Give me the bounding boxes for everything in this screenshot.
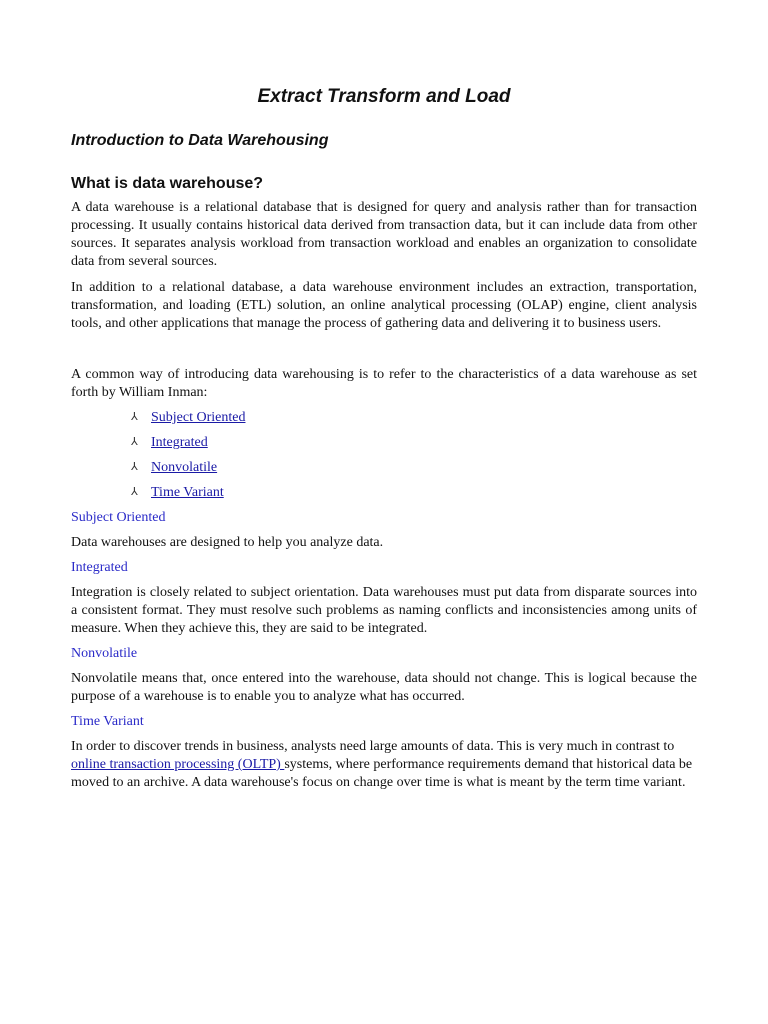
section-title: Introduction to Data Warehousing <box>71 132 329 149</box>
subheading-time-variant: Time Variant <box>71 714 144 729</box>
document-content <box>71 84 697 792</box>
time-variant-text-before: In order to discover trends in business, analysts need large amounts of data. This is very much in contrast to <box>71 739 675 754</box>
question-title: What is data warehouse? <box>71 175 264 192</box>
subheading-subject-oriented: Subject Oriented <box>71 510 166 525</box>
link-nonvolatile[interactable]: Nonvolatile <box>151 460 218 475</box>
list-item <box>131 409 697 434</box>
characteristics-list <box>71 409 697 509</box>
list-item <box>131 459 697 484</box>
bullet-icon: ⅄ <box>131 485 138 498</box>
bullet-icon: ⅄ <box>131 460 138 473</box>
intro-paragraph-2: In addition to a relational database, a data warehouse environment includes an extraction, transportation, transformation, and loading (ETL) solution, an online analytical processing (OLAP) engine, client analysis tools, and other applications that manage the process of gathering data and delivering it to business users. <box>71 280 697 331</box>
paragraph-time-variant <box>71 738 697 792</box>
paragraph-nonvolatile: Nonvolatile means that, once entered into the warehouse, data should not change. This is logical because the purpose of a warehouse is to enable you to analyze what has occurred. <box>71 671 697 704</box>
bullet-icon: ⅄ <box>131 410 138 423</box>
list-item <box>131 484 697 509</box>
subheading-integrated: Integrated <box>71 560 128 575</box>
intro-paragraph-1: A data warehouse is a relational database that is designed for query and analysis rather than for transaction processing. It usually contains historical data derived from transaction data, but it can include data from other sources. It separates analysis workload from transaction workload and enables an organization to consolidate data from several sources. <box>71 200 697 269</box>
document-title: Extract Transform and Load <box>257 86 511 107</box>
list-item <box>131 434 697 459</box>
link-oltp[interactable]: online transaction processing (OLTP) <box>71 757 285 772</box>
time-variant-text-after: systems, where performance requirements demand that historical data be moved to an archive. A data warehouse's focus on change over time is what is meant by the term time variant. <box>71 757 693 790</box>
link-time-variant[interactable]: Time Variant <box>151 485 224 500</box>
intro-paragraph-3: A common way of introducing data warehousing is to refer to the characteristics of a data warehouse as set forth by William Inman: <box>71 367 697 400</box>
subheading-nonvolatile: Nonvolatile <box>71 646 138 661</box>
link-integrated[interactable]: Integrated <box>151 435 208 450</box>
paragraph-integrated: Integration is closely related to subject orientation. Data warehouses must put data from disparate sources into a consistent format. They must resolve such problems as naming conflicts and inconsistencies among units of measure. When they achieve this, they are said to be integrated. <box>71 585 697 636</box>
link-subject-oriented[interactable]: Subject Oriented <box>151 410 246 425</box>
paragraph-subject-oriented: Data warehouses are designed to help you analyze data. <box>71 535 384 550</box>
bullet-icon: ⅄ <box>131 435 138 448</box>
